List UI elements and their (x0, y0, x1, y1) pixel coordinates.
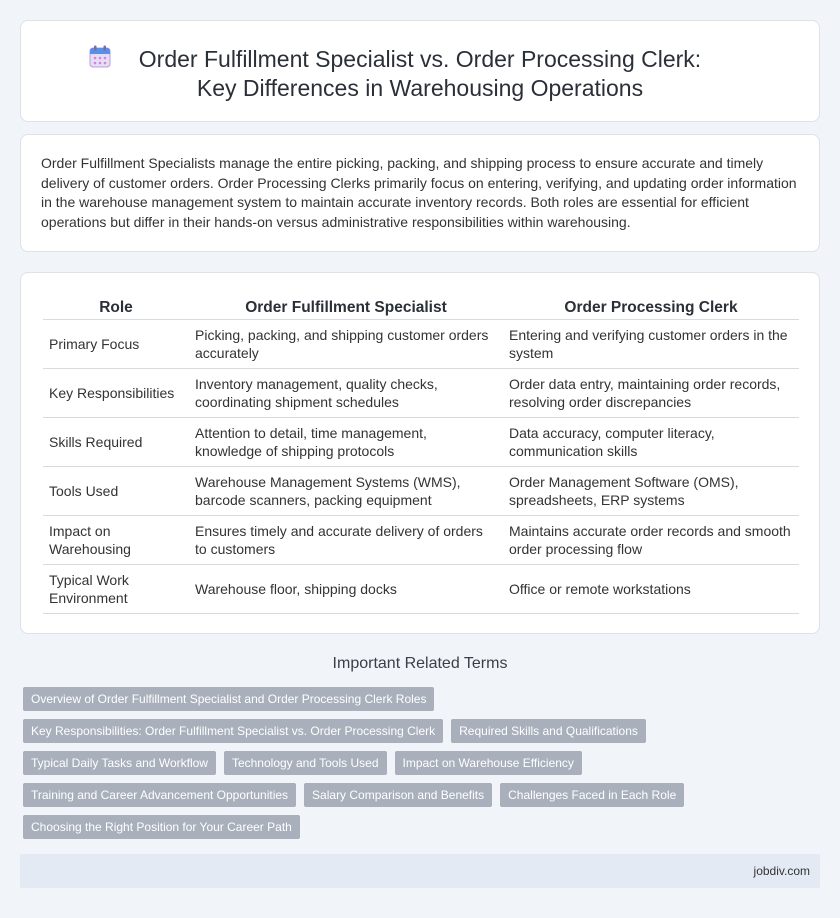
related-term-tag[interactable]: Challenges Faced in Each Role (500, 783, 684, 807)
table-row (43, 564, 799, 613)
comparison-table-card (20, 272, 820, 634)
role-cell: Typical Work Environment (43, 564, 189, 613)
role-cell: Skills Required (43, 417, 189, 466)
page-title: Order Fulfillment Specialist vs. Order Processing Clerk: Key Differences in Warehousing Operations (138, 46, 702, 101)
specialist-cell: Warehouse Management Systems (WMS), barcode scanners, packing equipment (189, 466, 503, 515)
table-row (43, 368, 799, 417)
specialist-cell: Attention to detail, time management, knowledge of shipping protocols (189, 417, 503, 466)
intro-paragraph: Order Fulfillment Specialists manage the entire picking, packing, and shipping process to ensure accurate and timely delivery of customer orders. Order Processing Clerks primarily focus on entering, verifying, and updating order information in the warehouse management system to maintain accurate inventory records. Both roles are essential for efficient operations but differ in their hands-on versus administrative responsibilities within warehousing. (41, 155, 797, 230)
specialist-cell: Warehouse floor, shipping docks (189, 564, 503, 613)
related-term-tag[interactable]: Typical Daily Tasks and Workflow (23, 751, 216, 775)
specialist-cell: Inventory management, quality checks, coordinating shipment schedules (189, 368, 503, 417)
clerk-cell: Data accuracy, computer literacy, communication skills (503, 417, 799, 466)
title-card (20, 20, 820, 122)
tag-row (23, 687, 823, 711)
clerk-cell: Order Management Software (OMS), spreadsheets, ERP systems (503, 466, 799, 515)
footer (20, 854, 820, 888)
role-cell: Tools Used (43, 466, 189, 515)
intro-card (20, 134, 820, 252)
clerk-cell: Entering and verifying customer orders in the system (503, 319, 799, 368)
related-term-tag[interactable]: Overview of Order Fulfillment Specialist and Order Processing Clerk Roles (23, 687, 434, 711)
comparison-table (43, 295, 799, 614)
tag-row (23, 783, 823, 807)
specialist-cell: Ensures timely and accurate delivery of orders to customers (189, 515, 503, 564)
related-term-tag[interactable]: Technology and Tools Used (224, 751, 387, 775)
clerk-cell: Office or remote workstations (503, 564, 799, 613)
table-row (43, 466, 799, 515)
specialist-cell: Picking, packing, and shipping customer orders accurately (189, 319, 503, 368)
related-term-tag[interactable]: Salary Comparison and Benefits (304, 783, 492, 807)
table-row (43, 417, 799, 466)
related-term-tag[interactable]: Choosing the Right Position for Your Career Path (23, 815, 300, 839)
tag-row (23, 815, 823, 839)
role-cell: Impact on Warehousing (43, 515, 189, 564)
related-term-tag[interactable]: Required Skills and Qualifications (451, 719, 646, 743)
table-row (43, 515, 799, 564)
tag-row (23, 719, 823, 743)
related-term-tag[interactable]: Training and Career Advancement Opportunities (23, 783, 296, 807)
table-row (43, 319, 799, 368)
related-term-tag[interactable]: Key Responsibilities: Order Fulfillment Specialist vs. Order Processing Clerk (23, 719, 443, 743)
related-term-tag[interactable]: Impact on Warehouse Efficiency (395, 751, 582, 775)
header-order-processing-clerk: Order Processing Clerk (503, 295, 799, 319)
footer-site-link[interactable]: jobdiv.com (753, 864, 810, 878)
related-terms-heading: Important Related Terms (332, 655, 508, 672)
header-order-fulfillment-specialist: Order Fulfillment Specialist (189, 295, 503, 319)
role-cell: Key Responsibilities (43, 368, 189, 417)
header-role: Role (43, 295, 189, 319)
related-terms-tags (23, 687, 823, 847)
table-header-row (43, 295, 799, 319)
role-cell: Primary Focus (43, 319, 189, 368)
clerk-cell: Order data entry, maintaining order records, resolving order discrepancies (503, 368, 799, 417)
tag-row (23, 751, 823, 775)
clerk-cell: Maintains accurate order records and smooth order processing flow (503, 515, 799, 564)
